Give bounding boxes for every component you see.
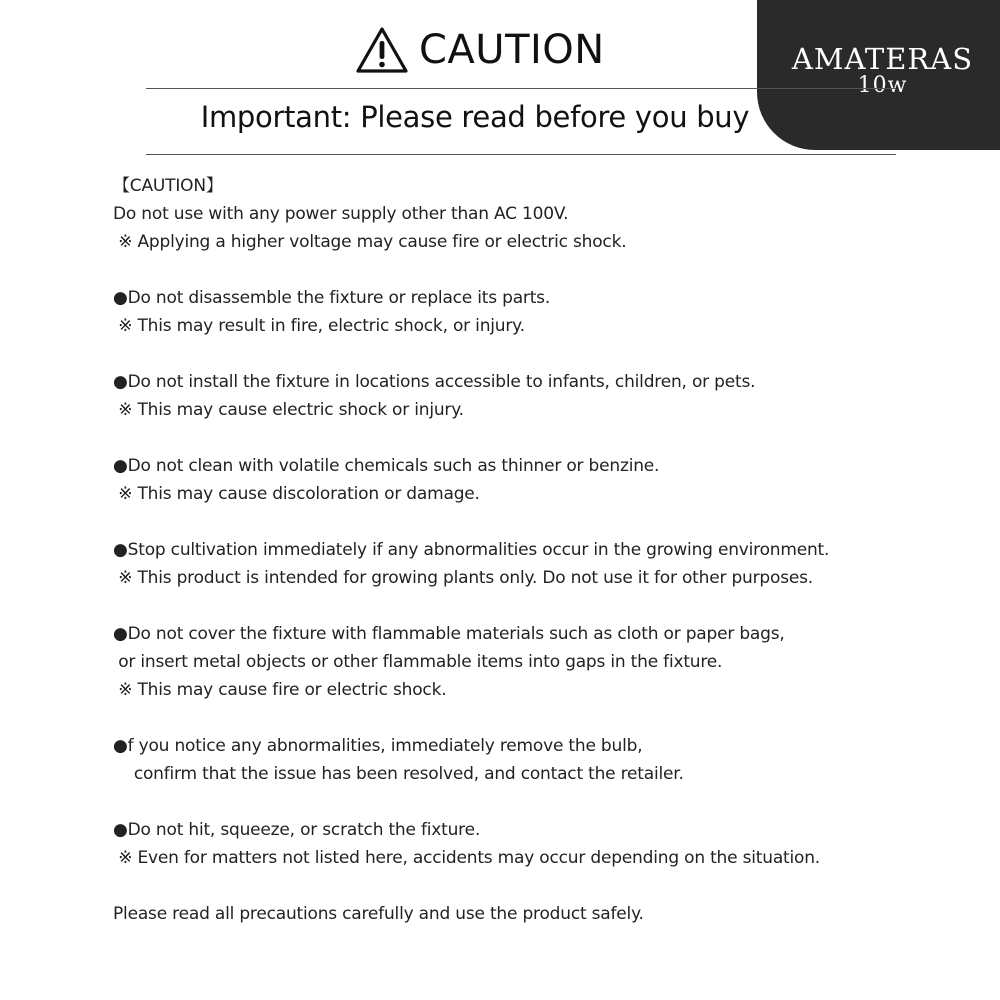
caution-note: ※ Applying a higher voltage may cause fire or electric shock. [113, 232, 627, 252]
caution-item: ●Do not install the fixture in locations accessible to infants, children, or pets. [113, 372, 756, 392]
caution-note: ※ This product is intended for growing plants only. Do not use it for other purposes. [113, 568, 813, 588]
caution-note: ※ This may cause fire or electric shock. [113, 680, 447, 700]
caution-item: ●Do not cover the fixture with flammable materials such as cloth or paper bags, [113, 624, 785, 644]
page-subtitle: Important: Please read before you buy [200, 100, 750, 134]
caution-item: ●Do not hit, squeeze, or scratch the fixture. [113, 820, 481, 840]
section-heading: 【CAUTION】 [113, 176, 223, 196]
caution-item: ●f you notice any abnormalities, immediately remove the bulb, [113, 736, 643, 756]
closing-text: Please read all precautions carefully and use the product safely. [113, 904, 644, 924]
caution-item: ●Stop cultivation immediately if any abnormalities occur in the growing environment. [113, 540, 830, 560]
caution-note: ※ This may cause discoloration or damage. [113, 484, 480, 504]
caution-item: ●Do not clean with volatile chemicals such as thinner or benzine. [113, 456, 660, 476]
divider-top [146, 88, 896, 89]
caution-header [355, 22, 605, 78]
caution-note: ※ This may result in fire, electric shock, or injury. [113, 316, 525, 336]
caution-item-continued: or insert metal objects or other flammable items into gaps in the fixture. [113, 652, 723, 672]
caution-content [113, 172, 933, 928]
page-title: CAUTION [419, 27, 605, 73]
caution-line: Do not use with any power supply other than AC 100V. [113, 204, 569, 224]
brand-wattage: 10w [857, 73, 908, 98]
caution-item: ●Do not disassemble the fixture or replace its parts. [113, 288, 551, 308]
caution-note: ※ This may cause electric shock or injury. [113, 400, 464, 420]
caution-note: ※ Even for matters not listed here, accidents may occur depending on the situation. [113, 848, 821, 868]
caution-item-continued: confirm that the issue has been resolved, and contact the retailer. [113, 764, 684, 784]
brand-name: AMATERAS [791, 42, 974, 76]
divider-bottom [146, 154, 896, 155]
warning-triangle-icon [355, 25, 409, 75]
